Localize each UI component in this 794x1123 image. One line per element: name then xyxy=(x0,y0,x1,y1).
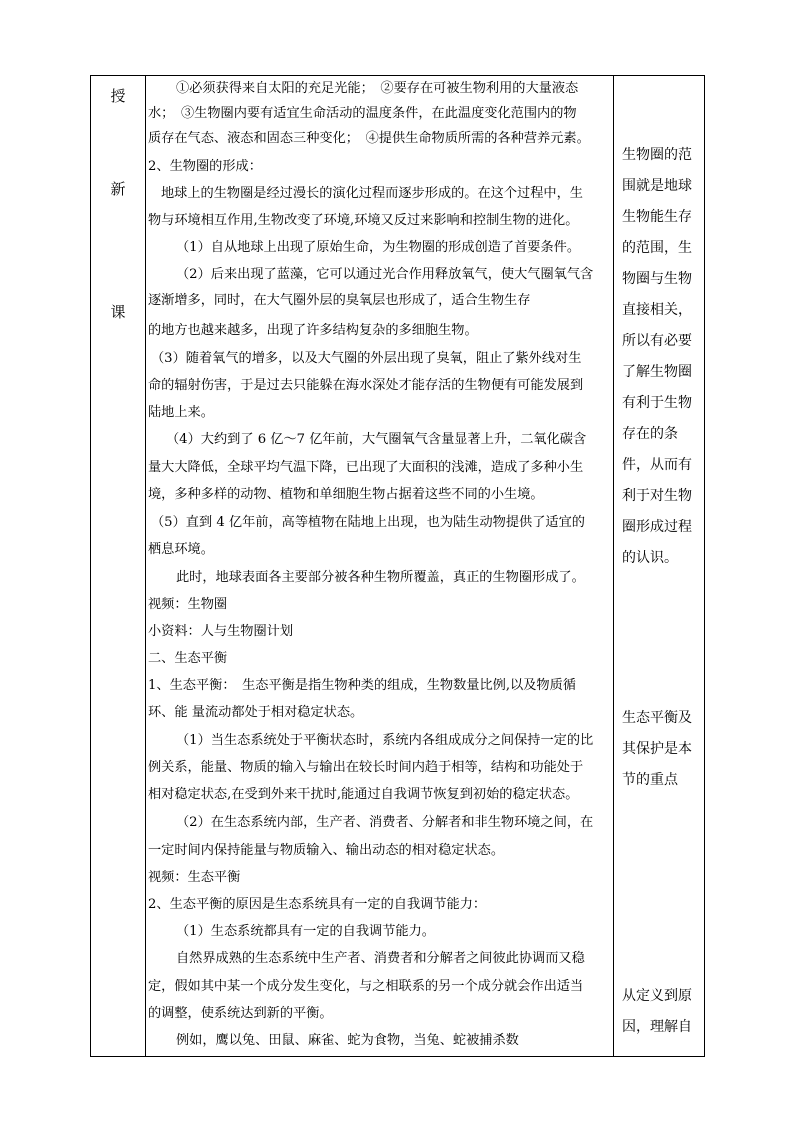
text-line: 相对稳定状态,在受到外来干扰时,能通过自我调节恢复到初始的稳定状态。 xyxy=(148,787,579,802)
text-line: 视频：生物圈 xyxy=(148,597,228,612)
content-column xyxy=(146,76,615,1056)
notes-column xyxy=(613,76,704,1056)
text-line: 定，假如其中某一个成分发生变化，与之相联系的另一个成分就会作出适当 xyxy=(148,979,584,994)
text-line: 2、生物圈的形成： xyxy=(148,159,262,174)
text-line: 陆地上来。 xyxy=(148,405,214,420)
text-line: 质存在气态、液态和固态三种变化； ④提供生命物质所需的各种营养元素。 xyxy=(148,131,590,146)
text-line: 视频：生态平衡 xyxy=(148,870,241,885)
note-biosphere: 生物圈的范围就是地球生物能生存的范围，生物圈与生物直接相关，所以有必要了解生物圈有利于生物存在的条件，从而有利于对生物圈形成过程的认识。 xyxy=(622,147,692,566)
stage-column xyxy=(91,76,146,1056)
text-line: ①必须获得来自太阳的充足光能； ②要存在可被生物利用的大量液态 xyxy=(176,81,579,96)
text-line: （5）直到 4 亿年前，高等植物在陆地上出现，也为陆生动物提供了适宜的 xyxy=(151,515,585,530)
text-line: （1）生态系统都具有一定的自我调节能力。 xyxy=(176,924,435,939)
text-line: 环、能 量流动都处于相对稳定状态。 xyxy=(148,705,364,720)
text-line: 例如，鹰以兔、田鼠、麻雀、蛇为食物，当兔、蛇被捕杀数 xyxy=(176,1033,519,1048)
text-line: 的地方也越来越多，出现了许多结构复杂的多细胞生物。 xyxy=(148,323,478,338)
text-line: （4）大约到了 6 亿～7 亿年前，大气圈氧气含量显著上升，二氧化碳含 xyxy=(166,432,587,447)
stage-char: 授 xyxy=(110,87,126,105)
text-line: 自然界成熟的生态系统中生产者、消费者和分解者之间彼此协调而又稳 xyxy=(176,951,585,966)
text-line: 此时，地球表面各主要部分被各种生物所覆盖，真正的生物圈形成了。 xyxy=(176,570,585,585)
note-understand: 从定义到原因，理解自 xyxy=(622,988,692,1035)
text-line: 2、生态平衡的原因是生态系统具有一定的自我调节能力： xyxy=(148,897,487,912)
text-line: 一定时间内保持能量与物质输入、输出动态的相对稳定状态。 xyxy=(148,843,505,858)
text-line: 栖息环境。 xyxy=(148,542,214,557)
text-line: 的调整，使系统达到新的平衡。 xyxy=(148,1006,333,1021)
text-line: 物与环境相互作用,生物改变了环境,环境又反过来影响和控制生物的进化。 xyxy=(148,213,579,228)
stage-char: 课 xyxy=(110,303,126,321)
lesson-table xyxy=(90,75,705,1057)
text-line: （2）在生态系统内部，生产者、消费者、分解者和非生物环境之间，在 xyxy=(176,815,594,830)
text-line: 地球上的生物圈是经过漫长的演化过程而逐步形成的。在这个过程中，生 xyxy=(161,186,583,201)
text-line: （1）自从地球上出现了原始生命，为生物圈的形成创造了首要条件。 xyxy=(176,240,581,255)
text-line: 小资料：人与生物圈计划 xyxy=(148,624,294,639)
text-line: 命的辐射伤害，于是过去只能躲在海水深处才能存活的生物便有可能发展到 xyxy=(148,378,584,393)
text-line: 例关系，能量、物质的输入与输出在较长时间内趋于相等，结构和功能处于 xyxy=(148,760,584,775)
text-line: （3）随着氧气的增多，以及大气圈的外层出现了臭氧，阻止了紫外线对生 xyxy=(151,351,582,366)
text-line: （1）当生态系统处于平衡状态时，系统内各组成成分之间保持一定的比 xyxy=(176,733,594,748)
text-line: 量大大降低，全球平均气温下降，已出现了大面积的浅滩，造成了多种小生 xyxy=(148,460,584,475)
stage-char: 新 xyxy=(110,180,126,198)
text-line: 境，多种多样的动物、植物和单细胞生物占据着这些不同的小生境。 xyxy=(148,487,544,502)
text-line: （2）后来出现了蓝藻，它可以通过光合作用释放氧气，使大气圈氧气含 xyxy=(176,267,594,282)
text-line: 水； ③生物圈内要有适宜生命活动的温度条件，在此温度变化范围内的物 xyxy=(148,106,577,121)
text-line: 二、生态平衡 xyxy=(148,651,228,666)
text-line: 逐渐增多，同时，在大气圈外层的臭氧层也形成了，适合生物生存 xyxy=(148,293,531,308)
text-line: 1、生态平衡： 生态平衡是指生物种类的组成，生物数量比例,以及物质循 xyxy=(148,678,576,693)
note-balance: 生态平衡及其保护是本节的重点 xyxy=(622,710,692,788)
